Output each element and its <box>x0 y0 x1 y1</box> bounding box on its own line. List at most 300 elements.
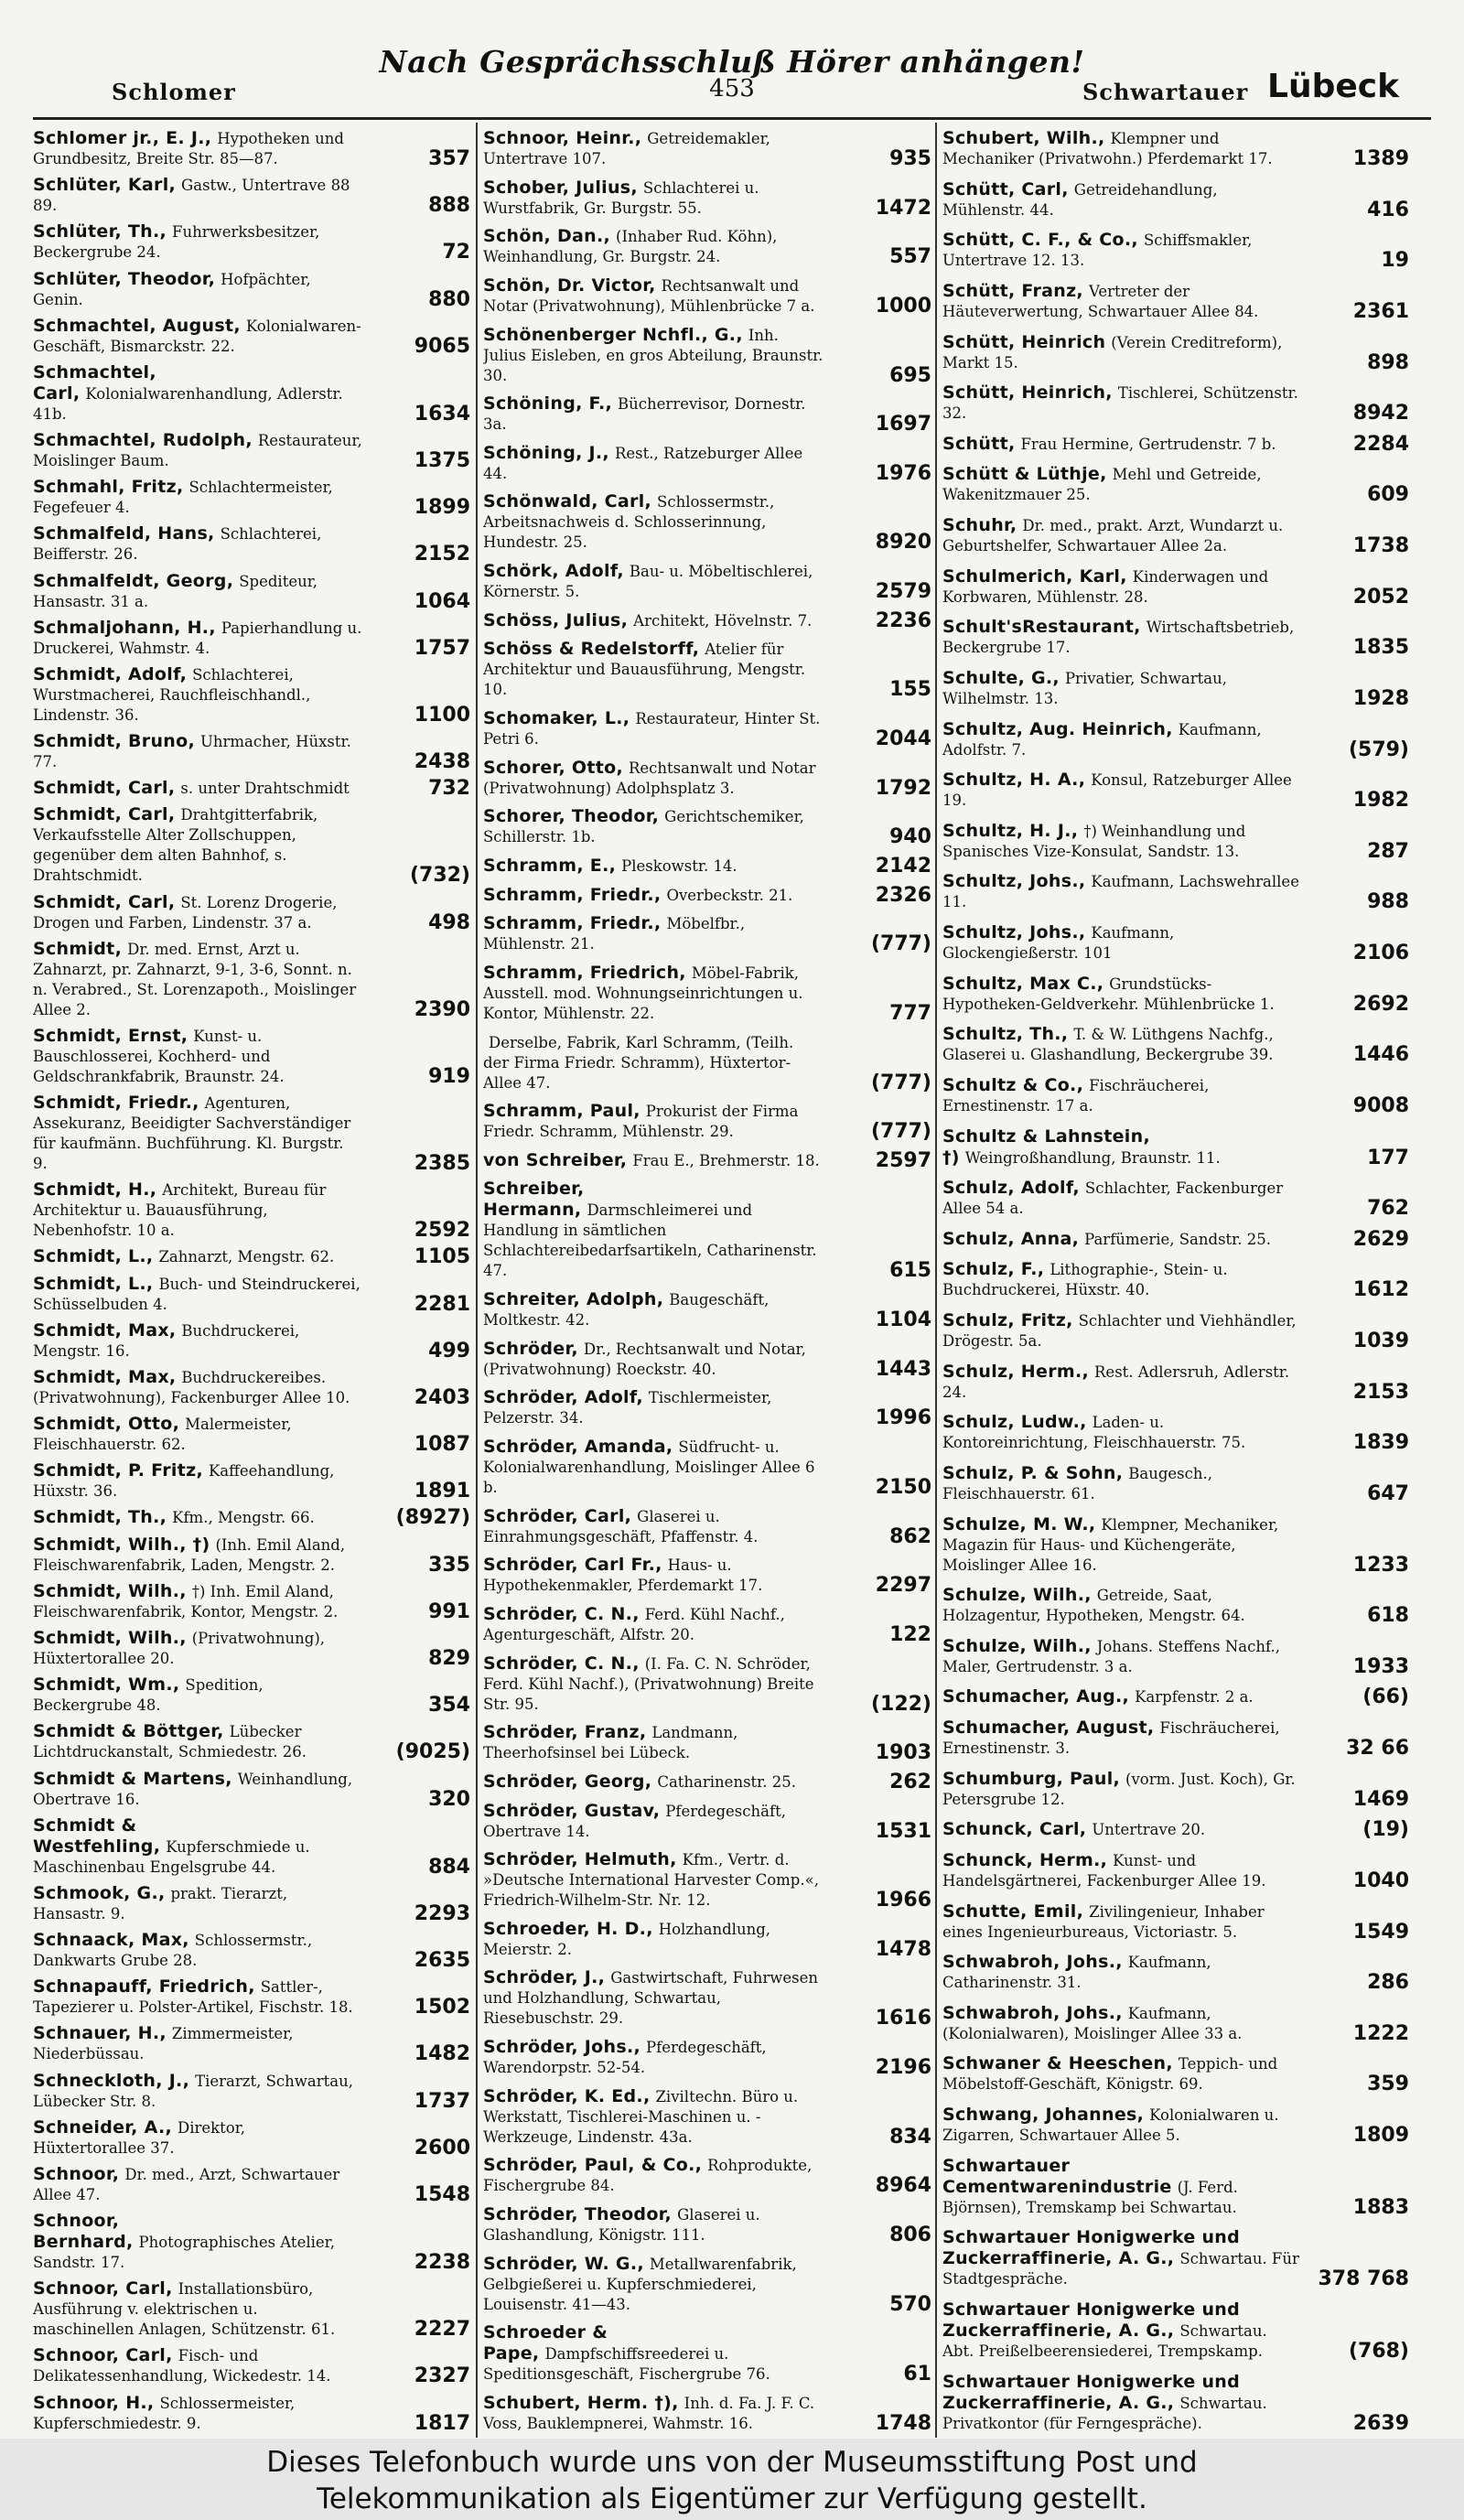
directory-entry <box>33 2393 470 2434</box>
entry-name: Schröder, J., <box>483 1967 606 1988</box>
phone-number: 2639 <box>1352 2411 1409 2434</box>
entry-name: Schmook, G., <box>33 1882 166 1903</box>
phone-number: 935 <box>889 147 931 170</box>
phone-number: 1976 <box>875 461 931 485</box>
phone-number: 1064 <box>414 589 470 613</box>
entry-description: Schlossermeister, Kupferschmiedestr. 9. <box>33 2394 296 2432</box>
entry-name: Schulz, Adolf, <box>942 1178 1080 1199</box>
directory-entry <box>942 1463 1409 1504</box>
entry-name: Schramm, Friedr., <box>483 884 662 905</box>
header-banner: Nach Gesprächsschluß Hörer anhängen! <box>379 44 1085 80</box>
entry-name: Schultz & Co., <box>942 1074 1084 1095</box>
entry-name: Schreiter, Adolph, <box>483 1289 664 1310</box>
entry-description: (Verein Creditreform), Markt 15. <box>942 333 1283 372</box>
directory-entry <box>483 491 931 553</box>
entry-name: Schneckloth, J., <box>33 2070 190 2091</box>
directory-entry <box>483 1032 931 1093</box>
entry-description: Spediteur, Hansastr. 31 a. <box>33 572 318 610</box>
entry-description: Agenturen, Assekuranz, Beeidigter Sachverständiger für kaufmänn. Buchführung. Kl. Burgstr. 9. <box>33 1094 351 1173</box>
directory-entry <box>33 1179 470 1241</box>
phone-number: 357 <box>428 147 470 170</box>
phone-number: (777) <box>870 1071 931 1094</box>
directory-entry <box>942 871 1409 912</box>
phone-number: 2327 <box>414 2364 470 2388</box>
footer-line-2: Telekommunikation als Eigentümer zur Verfügung gestellt. <box>317 2482 1147 2515</box>
entry-description: Buch- und Steindruckerei, Schüsselbuden 4. <box>33 1275 361 1313</box>
phone-number: 1933 <box>1352 1654 1409 1678</box>
phone-number: 2293 <box>414 1901 470 1925</box>
directory-entry <box>33 1883 470 1924</box>
phone-number: 359 <box>1367 2073 1409 2096</box>
entry-name: von Schreiber, <box>483 1149 628 1170</box>
phone-number: 2150 <box>875 1476 931 1500</box>
phone-number: 1478 <box>875 1937 931 1961</box>
entry-description: Drahtgitterfabrik, Verkaufsstelle Alter Zollschuppen, gegenüber dem alten Bahnhof, s. Drahtschmidt. <box>33 806 318 885</box>
directory-entry <box>942 1769 1409 1810</box>
entry-name: Schultz, H. A., <box>942 770 1086 791</box>
directory-entry <box>942 332 1409 373</box>
entry-name: Schumburg, Paul, <box>942 1768 1121 1789</box>
phone-number: 2236 <box>875 608 931 632</box>
entry-description: Buchdruckerei, Mengstr. 16. <box>33 1321 300 1360</box>
entry-description: Dampfschiffsreederei u. Speditionsgeschäft, Fischergrube 76. <box>483 2345 770 2384</box>
phone-number: 498 <box>428 910 470 934</box>
entry-name: Schmidt, Wm., <box>33 1675 180 1696</box>
directory-entry <box>33 1414 470 1455</box>
directory-entry <box>942 2003 1409 2044</box>
directory-entry <box>483 2086 931 2148</box>
directory-entry <box>33 2164 470 2205</box>
entry-description: Schlachter und Viehhändler, Drögestr. 5a. <box>942 1312 1297 1350</box>
phone-number: 1548 <box>414 2182 470 2206</box>
entry-name: Schmalfeld, Hans, <box>33 523 215 544</box>
entry-description: Tischlerei, Schützenstr. 32. <box>942 384 1298 423</box>
directory-entry <box>33 1274 470 1315</box>
directory-entry <box>483 443 931 484</box>
directory-entry <box>33 1815 470 1878</box>
directory-entry <box>33 1460 470 1502</box>
entry-description: Uhrmacher, Hüxstr. 77. <box>33 733 351 771</box>
entry-name: Schnauer, H., <box>33 2023 167 2044</box>
entry-name: Schröder, Gustav, <box>483 1800 661 1821</box>
directory-entry <box>33 477 470 518</box>
entry-description: Schlossermstr., Dankwarts Grube 28. <box>33 1932 313 1970</box>
entry-name: Schön, Dan., <box>483 226 611 247</box>
entry-description: Sattler-, Tapezierer u. Polster-Artikel, Fischstr. 18. <box>33 1978 353 2017</box>
phone-number: 416 <box>1367 198 1409 221</box>
phone-number: 1233 <box>1352 1553 1409 1577</box>
entry-name: Schöning, J., <box>483 442 609 463</box>
entry-name: Schröder, Georg, <box>483 1771 652 1792</box>
entry-name: Schmidt, Wilh., <box>33 1627 187 1648</box>
entry-description: (J. Ferd. Björnsen), Tremskamp bei Schwartau. <box>942 2178 1238 2216</box>
directory-entry <box>33 221 470 263</box>
phone-number: 732 <box>428 777 470 801</box>
entry-name: Schulz, Ludw., <box>942 1412 1087 1433</box>
entry-name: Schulze, Wilh., <box>942 1635 1092 1656</box>
directory-entry <box>483 1653 931 1715</box>
entry-name: Schmidt & Böttger, <box>33 1721 224 1742</box>
entry-name: Schwang, Johannes, <box>942 2105 1145 2125</box>
entry-description: Frau Hermine, Gertrudenstr. 7 b. <box>1020 435 1276 453</box>
entry-description: Klempner und Mechaniker (Privatwohn.) Pferdemarkt 17. <box>942 130 1273 167</box>
entry-name: Schütt, C. F., & Co., <box>942 230 1138 251</box>
phone-number: 2281 <box>414 1292 470 1316</box>
entry-description: Darmschleimerei und Handlung in sämtlichen Schlachtereibedarfsartikeln, Catharinenstr. 47. <box>483 1201 817 1280</box>
phone-number: 19 <box>1381 249 1409 273</box>
entry-description: Pferdegeschäft, Obertrave 14. <box>483 1802 786 1840</box>
directory-entry <box>942 1636 1409 1677</box>
entry-name: Schulmerich, Karl, <box>942 565 1127 587</box>
directory-entry <box>942 2227 1409 2289</box>
entry-description: Overbeckstr. 21. <box>666 886 793 904</box>
entry-name: Schubert, Wilh., <box>942 128 1105 148</box>
phone-number: 1039 <box>1352 1330 1409 1352</box>
phone-number: (777) <box>870 1120 931 1144</box>
directory-entry <box>942 1178 1409 1219</box>
entry-description: Lithographie-, Stein- u. Buchdruckerei, Hüxstr. 40. <box>942 1261 1228 1299</box>
entry-description: Ferd. Kühl Nachf., Agenturgeschäft, Alfstr. 20. <box>483 1605 785 1643</box>
column-divider <box>935 123 937 2438</box>
entry-name: Schwartauer Honigwerke und Zuckerraffinerie, A. G., <box>942 2227 1241 2269</box>
phone-number: 1100 <box>414 703 470 727</box>
entry-name: Schulz, Fritz, <box>942 1310 1073 1330</box>
phone-number: 1105 <box>414 1245 470 1269</box>
entry-description: Schlachterei, Wurstmacherei, Rauchfleischhandl., Lindenstr. 36. <box>33 665 311 724</box>
entry-name: Schulz, Herm., <box>942 1361 1089 1382</box>
phone-number: 2106 <box>1352 942 1409 964</box>
column-divider <box>476 123 478 2438</box>
entry-name: Schmidt, P. Fritz, <box>33 1460 203 1481</box>
phone-number: 1899 <box>414 496 470 520</box>
phone-number: 2635 <box>414 1949 470 1973</box>
phone-number: 615 <box>889 1259 931 1283</box>
phone-number: 898 <box>1367 350 1409 374</box>
entry-description: Kaffeehandlung, Hüxstr. 36. <box>33 1462 335 1501</box>
entry-name: Schorer, Otto, <box>483 757 623 778</box>
header-rule <box>33 117 1431 120</box>
entry-description: Johans. Steffens Nachf., Maler, Gertrudenstr. 3 a. <box>942 1637 1281 1675</box>
phone-number: 1502 <box>414 1996 470 2019</box>
entry-description: Weingroßhandlung, Braunstr. 11. <box>964 1148 1221 1167</box>
entry-description: Schwartau. Privatkontor (für Ferngespräche). <box>942 2394 1267 2432</box>
entry-name: Schmidt, Wilh., <box>33 1580 187 1601</box>
entry-name: Schwartauer Honigwerke und Zuckerraffinerie, A. G., <box>942 2371 1241 2413</box>
entry-name: Schörk, Adolf, <box>483 561 624 582</box>
phone-number: 2142 <box>875 854 931 878</box>
phone-number: 777 <box>889 1001 931 1025</box>
directory-entry <box>33 2023 470 2064</box>
entry-description: Schiffsmakler, Untertrave 12. 13. <box>942 232 1253 270</box>
phone-number: (19) <box>1362 1818 1409 1842</box>
entry-name: Schröder, Theodor, <box>483 2203 673 2224</box>
entry-description: Dr., Rechtsanwalt und Notar, (Privatwohnung) Roeckstr. 40. <box>483 1340 806 1378</box>
footer-line-1: Dieses Telefonbuch wurde uns von der Museumsstiftung Post und <box>266 2446 1198 2479</box>
phone-number: 1087 <box>414 1433 470 1457</box>
directory-entry <box>33 939 470 1020</box>
entry-name: Schultz, Johs., <box>942 922 1086 942</box>
entry-name: Schwartauer Cementwarenindustrie <box>942 2155 1172 2197</box>
phone-number: 1928 <box>1352 686 1409 710</box>
directory-entry <box>483 1289 931 1330</box>
phone-number: 618 <box>1367 1604 1409 1628</box>
entry-description: Installationsbüro, Ausführung v. elektrischen u. maschinellen Anlagen, Schützenstr. 61. <box>33 2280 336 2339</box>
phone-number: 1757 <box>414 636 470 660</box>
entry-description: Zahnarzt, Mengstr. 62. <box>158 1248 335 1266</box>
directory-entry <box>483 325 931 386</box>
footer-notice <box>0 2439 1464 2520</box>
entry-description: Zivilingenieur, Inhaber eines Ingenieurbureaus, Victoriastr. 5. <box>942 1902 1265 1941</box>
entry-name: Schöss, Julius, <box>483 609 629 630</box>
directory-entry <box>942 2299 1409 2362</box>
phone-number: 829 <box>428 1646 470 1670</box>
directory-entry <box>942 2053 1409 2095</box>
entry-description: Dr. med., Arzt, Schwartauer Allee 47. <box>33 2165 340 2203</box>
entry-description: (Inh. Emil Aland, Fleischwarenfabrik, Laden, Mengstr. 2. <box>33 1535 346 1574</box>
directory-entry <box>942 281 1409 322</box>
directory-entry <box>33 430 470 471</box>
phone-number: 1748 <box>875 2411 931 2434</box>
entry-description: Schwartau. Abt. Preißelbeerensiederei, Trempskamp. <box>942 2321 1267 2360</box>
entry-description: Restaurateur, Moislinger Baum. <box>33 432 362 470</box>
entry-name: Schröder, Carl, <box>483 1505 632 1526</box>
directory-entry <box>483 639 931 700</box>
directory-entry <box>942 2156 1409 2218</box>
entry-name: Schmidt, Friedr., <box>33 1093 199 1114</box>
directory-entry <box>942 1259 1409 1300</box>
phone-number: 1000 <box>875 294 931 318</box>
phone-number: 2579 <box>875 580 931 604</box>
entry-name: Schnoor, H., <box>33 2392 155 2413</box>
entry-description: Kaufmann, Lachswehrallee 11. <box>942 873 1299 911</box>
phone-number: 2238 <box>414 2251 470 2275</box>
entry-description: Möbel-Fabrik, Ausstell. mod. Wohnungseinrichtungen u. Kontor, Mühlenstr. 22. <box>483 964 803 1022</box>
phone-number: 1792 <box>875 776 931 800</box>
entry-description: Schwartau. Für Stadtgespräche. <box>942 2250 1299 2288</box>
entry-description: Photographisches Atelier, Sandstr. 17. <box>33 2234 335 2272</box>
entry-description: Hypotheken und Grundbesitz, Breite Str. 85—87. <box>33 130 344 167</box>
entry-name: Schulte, G., <box>942 667 1060 688</box>
directory-entry <box>33 1721 470 1762</box>
directory-entry <box>483 913 931 954</box>
entry-name: Schröder, C. N., <box>483 1603 640 1624</box>
phone-number: 2385 <box>414 1152 470 1176</box>
directory-entry <box>942 1686 1409 1707</box>
phone-number: 177 <box>1367 1146 1409 1169</box>
directory-entry <box>942 1126 1409 1168</box>
entry-description: s. unter Drahtschmidt <box>180 780 350 798</box>
entry-description: Kfm., Mengstr. 66. <box>172 1509 315 1527</box>
entry-description: Tierarzt, Schwartau, Lübecker Str. 8. <box>33 2072 353 2110</box>
directory-entry <box>33 804 470 886</box>
entry-name: Schöning, F., <box>483 393 613 415</box>
phone-number: 2438 <box>414 750 470 774</box>
phone-number: 2361 <box>1352 299 1409 323</box>
entry-name: Schmidt, L., <box>33 1246 154 1267</box>
directory-entry <box>33 2117 470 2159</box>
entry-description: Kolonialwarenhandlung, Adlerstr. 41b. <box>33 384 343 423</box>
entry-description: Teppich- und Möbelstoff-Geschäft, Königstr. 69. <box>942 2055 1278 2094</box>
entry-description: Schlachterei, Beifferstr. 26. <box>33 525 322 564</box>
entry-description: Metallwarenfabrik, Gelbgießerei u. Kupferschmiederei, Louisenstr. 41—43. <box>483 2255 797 2313</box>
entry-name: Schnapauff, Friedrich, <box>33 1976 255 1998</box>
directory-entry <box>33 2071 470 2112</box>
directory-entry <box>942 382 1409 424</box>
entry-description: Prokurist der Firma Friedr. Schramm, Mühlenstr. 29. <box>483 1103 799 1141</box>
entry-name: Schorer, Theodor, <box>483 806 660 827</box>
entry-description: Direktor, Hüxtertorallee 37. <box>33 2118 246 2157</box>
entry-name: Schwartauer Honigwerke und Zuckerraffinerie, A. G., <box>942 2299 1241 2341</box>
entry-description: Schlachter, Fackenburger Allee 54 a. <box>942 1179 1284 1218</box>
entry-description: Gastw., Untertrave 88 89. <box>33 177 350 215</box>
phone-number: 1966 <box>875 1889 931 1912</box>
phone-number: 1903 <box>875 1741 931 1765</box>
entry-name: Schunck, Carl, <box>942 1819 1087 1840</box>
directory-entry <box>33 1581 470 1622</box>
directory-entry <box>483 1604 931 1645</box>
entry-description: Fischräucherei, Ernestinenstr. 3. <box>942 1719 1280 1757</box>
phone-number: 1446 <box>1352 1043 1409 1067</box>
phone-number: (732) <box>409 864 470 888</box>
entry-name: Schröder, Paul, & Co., <box>483 2155 703 2176</box>
entry-description: (vorm. Just. Koch), Gr. Petersgrube 12. <box>942 1770 1296 1808</box>
entry-description: Rechtsanwalt und Notar (Privatwohnung) Adolphsplatz 3. <box>483 759 816 797</box>
entry-description: †) Inh. Emil Aland, Fleischwarenfabrik, Kontor, Mengstr. 2. <box>33 1582 339 1621</box>
entry-name: Schröder, Amanda, <box>483 1437 673 1458</box>
phone-number: 320 <box>428 1787 470 1811</box>
entry-description: Catharinenstr. 25. <box>657 1772 796 1791</box>
phone-number: 1835 <box>1352 636 1409 660</box>
entry-description: Restaurateur, Hinter St. Petri 6. <box>483 710 821 748</box>
entry-description: T. & W. Lüthgens Nachfg., Glaserei u. Glashandlung, Beckergrube 39. <box>942 1026 1274 1064</box>
phone-number: 1443 <box>875 1357 931 1381</box>
directory-entry <box>483 806 931 847</box>
entry-name: Schmidt & Westfehling, <box>33 1815 161 1857</box>
directory-entry <box>483 2254 931 2315</box>
entry-description: (Inhaber Rud. Köhn), Weinhandlung, Gr. Burgstr. 24. <box>483 228 778 266</box>
entry-description: Schlachterei u. Wurstfabrik, Gr. Burgstr. 55. <box>483 178 759 217</box>
directory-entry <box>33 1507 470 1528</box>
phone-number: 1809 <box>1352 2124 1409 2147</box>
entry-name: Schmidt, Max, <box>33 1319 177 1341</box>
directory-entry <box>483 1772 931 1793</box>
directory-entry <box>33 1628 470 1669</box>
city-name: Lübeck <box>1267 68 1400 105</box>
phone-number: (777) <box>870 932 931 956</box>
entry-name: Schmidt, Bruno, <box>33 731 195 752</box>
directory-entry <box>33 778 470 799</box>
phone-number: 1982 <box>1352 789 1409 813</box>
entry-description: Kfm., Vertr. d. »Deutsche International Harvester Comp.«, Friedrich-Wilhelm-Str. Nr. 12. <box>483 1851 819 1910</box>
directory-entry <box>33 1320 470 1362</box>
page-number: 453 <box>709 75 755 102</box>
directory-entry <box>33 128 470 169</box>
phone-number: 1469 <box>1352 1787 1409 1811</box>
entry-name: Schütt, Franz, <box>942 280 1083 301</box>
directory-entry <box>483 856 931 877</box>
entry-description: Möbelfbr., Mühlenstr. 21. <box>483 915 746 953</box>
directory-entry <box>942 1901 1409 1943</box>
entry-name: Schutte, Emil, <box>942 1901 1084 1922</box>
directory-entry <box>483 1967 931 2029</box>
entry-name: Schröder, Carl Fr., <box>483 1555 662 1576</box>
listing-column-1 <box>33 128 470 2434</box>
directory-entry <box>942 1585 1409 1626</box>
directory-entry <box>483 758 931 799</box>
entry-name: Schmidt, Th., <box>33 1507 167 1528</box>
entry-name: Schmidt, Adolf, <box>33 663 188 684</box>
phone-number: 557 <box>889 245 931 269</box>
directory-entry <box>33 2211 470 2273</box>
phone-number: 72 <box>442 241 470 264</box>
entry-name: Schnoor, Heinr., <box>483 128 642 148</box>
phone-number: 2326 <box>875 883 931 907</box>
entry-description: Atelier für Architektur und Bauausführung, Mengstr. 10. <box>483 641 806 699</box>
entry-name: Schramm, Friedr., <box>483 913 662 934</box>
directory-entry <box>483 393 931 435</box>
entry-description: Pferdegeschäft, Warendorpstr. 52-54. <box>483 2039 767 2077</box>
phone-number: 919 <box>428 1064 470 1088</box>
phone-number: 9065 <box>414 334 470 358</box>
directory-entry <box>33 1535 470 1576</box>
directory-entry <box>942 128 1409 169</box>
phone-number: 286 <box>1367 1971 1409 1995</box>
directory-entry <box>942 1229 1409 1250</box>
entry-name: Schütt, Heinrich <box>942 331 1106 352</box>
entry-name: Schwabroh, Johs., <box>942 2002 1123 2023</box>
entry-name: Schröder, W. G., <box>483 2253 644 2274</box>
directory-entry <box>483 1722 931 1763</box>
entry-name: Schröder, Adolf, <box>483 1387 643 1408</box>
directory-entry <box>942 770 1409 811</box>
directory-entry <box>942 230 1409 271</box>
entry-name: Schultz, Max C., <box>942 973 1104 994</box>
directory-entry <box>483 1555 931 1596</box>
entry-name: Schmidt, <box>33 938 123 959</box>
entry-name: Schmachtel, Rudolph, <box>33 430 253 451</box>
phone-number: 2600 <box>414 2136 470 2159</box>
phone-number: 8964 <box>875 2174 931 2198</box>
phone-number: 1482 <box>414 2042 470 2066</box>
entry-description: Architekt, Hövelnstr. 7. <box>633 611 813 630</box>
entry-name: Schlüter, Karl, <box>33 175 177 196</box>
directory-entry <box>33 618 470 659</box>
entry-name: Schmidt, Max, <box>33 1366 177 1387</box>
entry-name: Schröder, <box>483 1338 578 1359</box>
entry-name: Schnoor, Carl, <box>33 2278 173 2299</box>
entry-description: Dr. med. Ernst, Arzt u. Zahnarzt, pr. Zahnarzt, 9-1, 3-6, Sonnt. n. n. Verabred., St. Lorenzapoth., Moislinger Allee 2. <box>33 940 357 1018</box>
entry-description: Kaufmann, Adolfstr. 7. <box>942 720 1262 759</box>
directory-entry <box>942 617 1409 658</box>
phone-number: 2297 <box>875 1574 931 1598</box>
entry-description: Kaufmann, Catharinenstr. 31. <box>942 1954 1211 1992</box>
entry-description: Dr. med., prakt. Arzt, Wundarzt u. Geburtshelfer, Schwartauer Allee 2a. <box>942 517 1284 555</box>
directory-entry <box>483 1849 931 1911</box>
directory-entry <box>483 1339 931 1380</box>
phone-number: 1612 <box>1352 1278 1409 1302</box>
entry-name: Schmidt, Carl, <box>33 804 176 825</box>
running-head-last-entry: Schwartauer <box>1082 79 1249 105</box>
phone-number: 2196 <box>875 2056 931 2080</box>
phone-number: 762 <box>1367 1197 1409 1221</box>
entry-name: Schultz, Johs., <box>942 871 1086 892</box>
entry-description: †) Weinhandlung und Spanisches Vize-Konsulat, Sandstr. 13. <box>942 822 1246 860</box>
phone-number: 1472 <box>875 196 931 220</box>
listing-column-2 <box>483 128 931 2434</box>
phone-number: (122) <box>870 1692 931 1716</box>
directory-entry <box>483 1101 931 1142</box>
entry-description: Bücherrevisor, Dornestr. 3a. <box>483 395 806 434</box>
